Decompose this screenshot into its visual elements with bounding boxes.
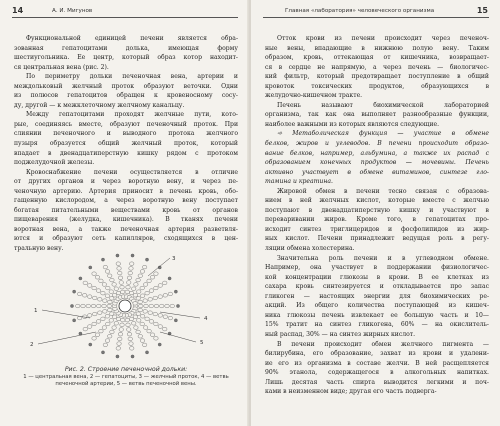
text-line: билирубина, его образование, захват из крови и удалени- bbox=[265, 350, 489, 358]
lobule-figure bbox=[70, 254, 179, 358]
right-page bbox=[251, 0, 500, 426]
figure-caption bbox=[14, 366, 238, 389]
left-text-column bbox=[14, 34, 238, 254]
text-line: акций. Из общего количества поступающей из кишеч- bbox=[265, 302, 489, 310]
figure-label-4: 4 bbox=[204, 316, 208, 322]
text-line: поджелудочной железы. bbox=[14, 159, 95, 167]
text-line: Лишь десятая часть спирта выводится легкими и поч- bbox=[265, 378, 489, 386]
header-rule bbox=[12, 17, 238, 18]
text-line: Например, она участвует в поддержании физиологичес- bbox=[265, 264, 489, 272]
text-line: наиболее важными из которых являются следующие. bbox=[265, 120, 440, 128]
text-line: тамина и креатина. bbox=[265, 178, 333, 186]
text-line: рые, соединяясь вместе, образуют печеночный проток. При bbox=[14, 120, 238, 128]
text-line: ие его из организма в составе желчи. В ней расщепляется bbox=[265, 359, 489, 367]
text-line: 90% этанола, содержащегося в алкогольных напитках. bbox=[265, 369, 489, 377]
figure-caption-line: печеночной артерии, 5 — ветвь печеночной вены. bbox=[55, 381, 197, 388]
text-line: организма, так как она выполняет разнообразные функции, bbox=[265, 111, 489, 119]
text-line: Кровоснабжение печени осуществляется в отличие bbox=[26, 168, 238, 176]
text-line: белков, жиров и углеводов. В печени происходит образо- bbox=[265, 140, 489, 148]
text-line: ются и образуют сеть капилляров, сходящихся в цен- bbox=[14, 235, 238, 243]
text-line: ся в сердце не напрямую, а через печень — биологичес- bbox=[265, 63, 489, 71]
text-line: активно участвует в обмене витаминов, синтезе гло- bbox=[265, 168, 489, 176]
text-line: ные вены, впадающие в нижнюю полую вену. Таким bbox=[265, 44, 489, 52]
text-line: ся центральная вена (рис. 2). bbox=[14, 63, 109, 71]
running-head: А. И. Мигунов bbox=[52, 8, 93, 14]
text-line: гащенную кислородом, а через воротную вену поступает bbox=[14, 197, 238, 205]
text-line: По периметру дольки печеночная вена, артерии и bbox=[26, 73, 238, 81]
text-line: ника глюкозы печень извлекает ее большую часть и 10— bbox=[265, 311, 489, 319]
lobule-diagram bbox=[20, 248, 230, 364]
page-number: 15 bbox=[476, 6, 488, 15]
text-line: воротная вена, а также печеночная артерия разветвля- bbox=[14, 225, 238, 233]
text-line: Значительна роль печени и в углеводном обмене. bbox=[277, 254, 489, 262]
text-line: гликоген — настоящих энергии для биохимических ре- bbox=[265, 292, 489, 300]
text-line: ченочную артерию. Артерия приносит в печень кровь, обо- bbox=[14, 187, 238, 195]
text-line: кровоток токсических продуктов, образующихся в bbox=[265, 82, 489, 90]
text-line: образованием конечных продуктов — мочевины. Печень bbox=[265, 159, 489, 167]
text-line: Отток крови из печени происходит через печеноч- bbox=[277, 35, 489, 42]
figure-label-3: 3 bbox=[172, 256, 176, 262]
text-line: шестиугольника. Ее центр, который образ котор находит- bbox=[14, 54, 238, 62]
header-rule bbox=[263, 17, 489, 18]
text-line: впадает в двенадцатиперстную кишку рядом с протоком bbox=[14, 149, 238, 157]
page-number: 14 bbox=[12, 6, 24, 15]
text-line: В печени происходит обмен желчного пигмента — bbox=[277, 340, 489, 348]
figure-caption-line: 1 — центральная вена, 2 — гепатоциты, 3 — желчный проток, 4 — ветвь bbox=[23, 374, 229, 381]
text-line: образом, кровь, оттекающая от кишечника, возвращает- bbox=[265, 54, 489, 62]
text-line: пищеварения (желудка, кишечника). В тканях печени bbox=[14, 216, 238, 224]
text-line: вание белков, например, альбумина, а также их распад с bbox=[265, 149, 489, 157]
text-line: 15% тратит на синтез гликогена, 60% — на окислитель- bbox=[265, 321, 489, 329]
figure-label-5: 5 bbox=[200, 340, 204, 346]
text-line: кий фильтр, который предотвращает поступление в общий bbox=[265, 73, 489, 81]
text-line: ляции обмена холестерина. bbox=[265, 245, 355, 253]
text-line: поступают в двенадцатиперстную кишку и участвуют в bbox=[265, 206, 489, 214]
text-line: переваривании жиров. Кроме того, в гепатоцитах про- bbox=[265, 216, 489, 224]
text-line: слиянии печеночного и выводного протока желчного bbox=[14, 130, 238, 138]
figure-label-1: 1 bbox=[34, 308, 38, 314]
text-line: ный распад, 30% — на синтез жирных кислот. bbox=[265, 330, 416, 338]
text-line: Печень называют биохимической лабораторией bbox=[277, 101, 489, 109]
text-line: ➾ Метаболическая функция — участие в обмене bbox=[277, 130, 489, 138]
text-line: желудочно-кишечном тракте. bbox=[265, 92, 363, 100]
text-line: Между гепатоцитами проходят желчные пути, кото- bbox=[26, 111, 238, 119]
text-line: ду, другой — к межклеточному желчному канальцу. bbox=[14, 101, 185, 109]
left-page bbox=[0, 0, 249, 426]
text-line: кой концентрации глюкозы в крови. В ее клетках из bbox=[265, 273, 489, 281]
text-line: ками в неизменном виде; другая его часть подверга- bbox=[265, 388, 437, 396]
text-line: из полюсов гепатоцитов обращен к кровеносному сосу- bbox=[14, 92, 238, 100]
figure-caption-title: Рис. 2. Строение печеночной дольки: bbox=[64, 366, 188, 373]
text-line: богатая питательными веществами кровь от органов bbox=[14, 206, 238, 214]
text-line: сахара кровь синтезируется и откладывается про запас bbox=[265, 283, 489, 291]
text-line: нием в ней желчных кислот, которые вместе с желчью bbox=[265, 197, 489, 205]
text-line: ных кислот. Печени принадлежит ведущая роль в регу- bbox=[265, 235, 489, 243]
running-head: Главная «лаборатория» человеческого организма bbox=[285, 8, 435, 14]
text-line: Жировой обмен в печени тесно связан с образова- bbox=[277, 187, 489, 195]
right-text-column bbox=[265, 34, 489, 397]
text-line: Функциональной единицей печени является обра- bbox=[26, 35, 238, 42]
text-line: от других органов и через воротную вену, и через пе- bbox=[14, 178, 238, 186]
text-line: пузыря образуется общий желчный проток, который bbox=[14, 140, 238, 148]
figure-label-2: 2 bbox=[30, 342, 34, 348]
text-line: исходит синтез триглицеридов и фосфолипидов из жир- bbox=[265, 225, 489, 233]
text-line: зованная гепатоцитами долька, имеющая форму bbox=[14, 44, 238, 52]
text-line: тральную вену. bbox=[14, 245, 64, 253]
central-vein bbox=[119, 300, 131, 312]
text-line: междольковый желчный проток образуют веточки. Одни bbox=[14, 82, 238, 90]
